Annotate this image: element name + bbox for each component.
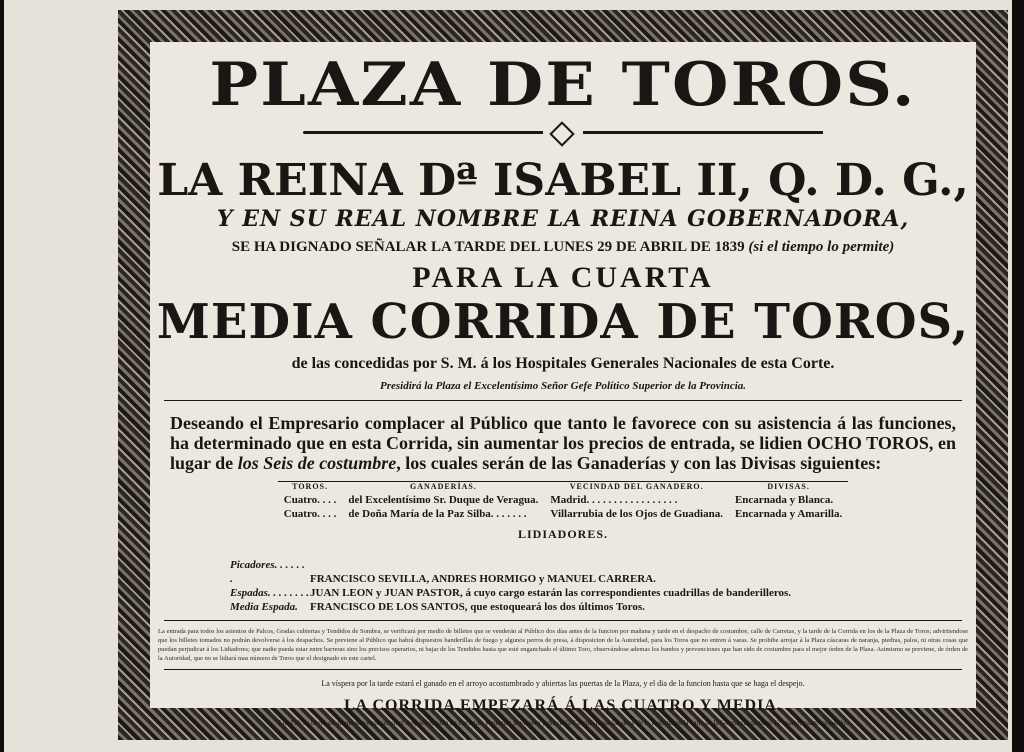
table-cell: del Excelentísimo Sr. Duque de Veragua.: [348, 494, 539, 506]
lidiadores-heading: LIDIADORES.: [517, 527, 609, 541]
role-label: Espadas. . . . . . . .: [230, 587, 310, 599]
poster-title: PLAZA DE TOROS.: [209, 50, 917, 120]
table-cell: Cuatro. . . .: [283, 508, 337, 520]
header-vecindad: VECINDAD DEL GANADERO.: [544, 482, 729, 494]
date-line: [150, 236, 976, 258]
bulls-table: [278, 481, 848, 521]
paragraph-part-2: , los cuales serán de las Ganaderías y con las Divisas siguientes:: [396, 453, 882, 473]
fine-print: La entrada para todos los asientos de Palcos, Gradas cubiertas y Tendidos de Sombra, se verificará por medio de billetes que se venderán al Público dos días antes de la funcion por mañana y tarde en el despacho de costumbre, calle de Carretas, y la tarde de la Corrida en los de la Plaza de Toros; advirtiendose que los billetes tomados no podrán devolverse á los despachos. Se previene al Público que habrá dispuestos banderillas de fuego y algunos perros de presa, á disposicion de la Autoridad, para los Toros que no entren á varas. Se prohibe arrojar á la Plaza cáscaras de naranja, piedras, palos, ni otras cosas que puedan perjudicar á los Lidiadores; que nadie pueda estar entre barreras sino los precisos operarios, ni bajar de los Tendidos hasta que esté enganchado el último Toro, observándose ademas los bandos y prevenciones que han sido de costumbre para el mejor órden de la Plaza. Asimismo se previene, de órden de la Autoridad, que no se lidiará mas número de Toros que el designado en este cartel.: [158, 628, 968, 662]
table-cell: Encarnada y Blanca.: [734, 494, 834, 506]
paragraph-part-1: Deseando el Empresario complacer al Público que tanto le favorece con su asistencia á las funciones, ha determinado que en esta Corrida, sin aumentar los precios de entrada, se lidien OCHO TOROS, en lugar de: [170, 413, 956, 473]
table-cell: de Doña María de la Paz Silba. . . . . . .: [348, 508, 527, 520]
weather-note: (si el tiempo lo permite): [748, 239, 895, 255]
list-item: [230, 586, 976, 600]
role-names: FRANCISCO SEVILLA, ANDRES HORMIGO y MANUEL CARRERA.: [310, 573, 656, 585]
divider-rule: [164, 400, 962, 401]
list-item: [230, 558, 976, 586]
divider-rule: [164, 669, 962, 670]
presides-line: Presidirá la Plaza el Excelentísimo Señor Gefe Político Superior de la Provincia.: [379, 380, 747, 392]
table-cell: Encarnada y Amarilla.: [734, 508, 843, 520]
date-text: SE HA DIGNADO SEÑALAR LA TARDE DEL LUNES 29 DE ABRIL DE 1839: [231, 239, 745, 255]
regent-line: Y EN SU REAL NOMBRE LA REINA GOBERNADORA,: [216, 206, 910, 232]
header-ganaderias: GANADERÍAS.: [342, 482, 544, 494]
role-names: JUAN LEON y JUAN PASTOR, á cuyo cargo estarán las correspondientes cuadrillas de banderilleros.: [310, 587, 792, 599]
poster-content: [150, 42, 976, 727]
boxes-notice: Los Palcos libres de abono se venderán en el despacho, calle de Carretas, y ademas la víspera y dia de la Corrida hasta las doce de la mañana en la calle de la Gorguera, número 12 cuarto, cuarto segundo.: [278, 719, 848, 727]
divider-rule: [164, 620, 962, 621]
eve-notice: La víspera por la tarde estará el ganado en el arroyo acostumbrado y abiertas las puertas de la Plaza, y el dia de la funcion hasta que se haga el despejo.: [321, 679, 805, 688]
ornament-divider: [303, 122, 823, 142]
table-header-row: [278, 482, 848, 494]
role-label: Media Espada.: [230, 601, 298, 613]
role-label: Picadores. . . . . . .: [230, 559, 305, 585]
table-cell: Madrid. . . . . . . . . . . . . . . . .: [550, 494, 678, 506]
paragraph-italic: los Seis de costumbre: [237, 453, 397, 473]
table-row: [278, 493, 848, 507]
list-item: [230, 600, 976, 614]
table-cell: Cuatro. . . .: [283, 494, 337, 506]
table-cell: Villarrubia de los Ojos de Guadiana.: [550, 508, 723, 520]
fourth-line: PARA LA CUARTA: [412, 261, 714, 294]
role-names: FRANCISCO DE LOS SANTOS, que estoqueará los dos últimos Toros.: [310, 601, 645, 613]
corrida-heading: MEDIA CORRIDA DE TOROS,: [156, 294, 970, 350]
start-time: LA CORRIDA EMPEZARÁ Á LAS CUATRO Y MEDIA.: [344, 697, 782, 714]
header-divisas: DIVISAS.: [729, 482, 848, 494]
concessions-line: de las concedidas por S. M. á los Hospitales Generales Nacionales de esta Corte.: [291, 355, 835, 372]
announcement-paragraph: [150, 413, 976, 473]
table-row: [278, 507, 848, 521]
queen-line: LA REINA Dª ISABEL II, Q. D. G.,: [157, 155, 969, 206]
bullfighters-list: [230, 558, 976, 614]
header-toros: TOROS.: [278, 482, 343, 494]
